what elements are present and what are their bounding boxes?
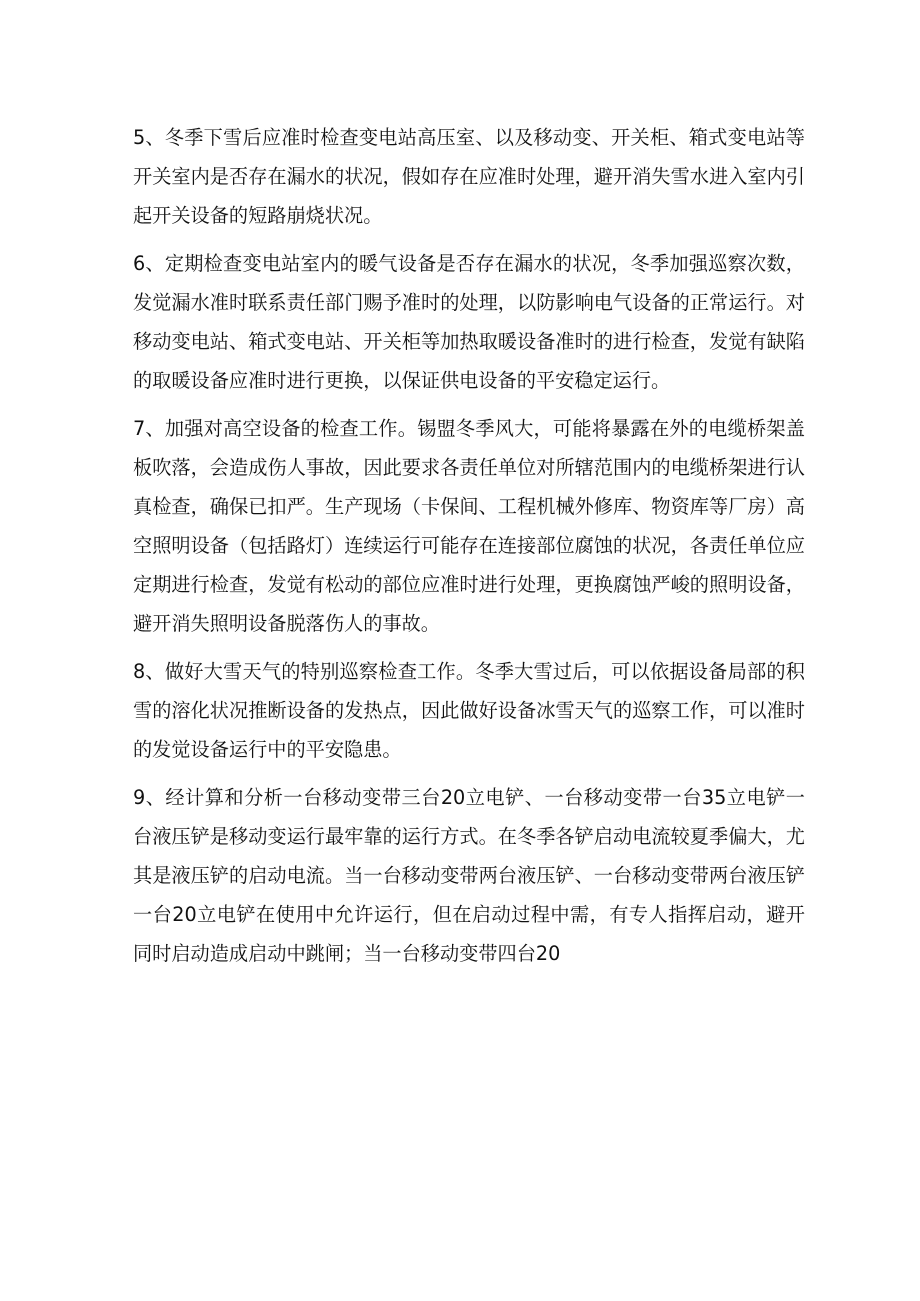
paragraph-item-8: 8、做好大雪天气的特别巡察检查工作。冬季大雪过后，可以依据设备局部的积雪的溶化状况推断设备的发热点，因此做好设备冰雪天气的巡察工作，可以准时的发觉设备运行中的平安隐患。 — [133, 660, 805, 761]
document-body — [133, 118, 805, 982]
paragraph-item-6: 6、定期检查变电站室内的暖气设备是否存在漏水的状况，冬季加强巡察次数，发觉漏水准时联系责任部门赐予准时的处理，以防影响电气设备的正常运行。对移动变电站、箱式变电站、开关柜等加热取暖设备准时的进行检查，发觉有缺陷的取暖设备应准时进行更换，以保证供电设备的平安稳定运行。 — [133, 252, 805, 392]
paragraph-item-9: 9、经计算和分析一台移动变带三台20立电铲、一台移动变带一台35立电铲一台液压铲是移动变运行最牢靠的运行方式。在冬季各铲启动电流较夏季偏大，尤其是液压铲的启动电流。当一台移动变带两台液压铲、一台移动变带两台液压铲一台20立电铲在使用中允许运行，但在启动过程中需，有专人指挥启动，避开同时启动造成启动中跳闸；当一台移动变带四台20 — [133, 786, 805, 965]
paragraph-item-5: 5、冬季下雪后应准时检查变电站高压室、以及移动变、开关柜、箱式变电站等开关室内是否存在漏水的状况，假如存在应准时处理，避开消失雪水进入室内引起开关设备的短路崩烧状况。 — [133, 126, 805, 227]
paragraph-item-7: 7、加强对高空设备的检查工作。锡盟冬季风大，可能将暴露在外的电缆桥架盖板吹落，会造成伤人事故，因此要求各责任单位对所辖范围内的电缆桥架进行认真检查，确保已扣严。生产现场（卡保间、工程机械外修库、物资库等厂房）高空照明设备（包括路灯）连续运行可能存在连接部位腐蚀的状况，各责任单位应定期进行检查，发觉有松动的部位应准时进行处理，更换腐蚀严峻的照明设备，避开消失照明设备脱落伤人的事故。 — [133, 417, 805, 635]
